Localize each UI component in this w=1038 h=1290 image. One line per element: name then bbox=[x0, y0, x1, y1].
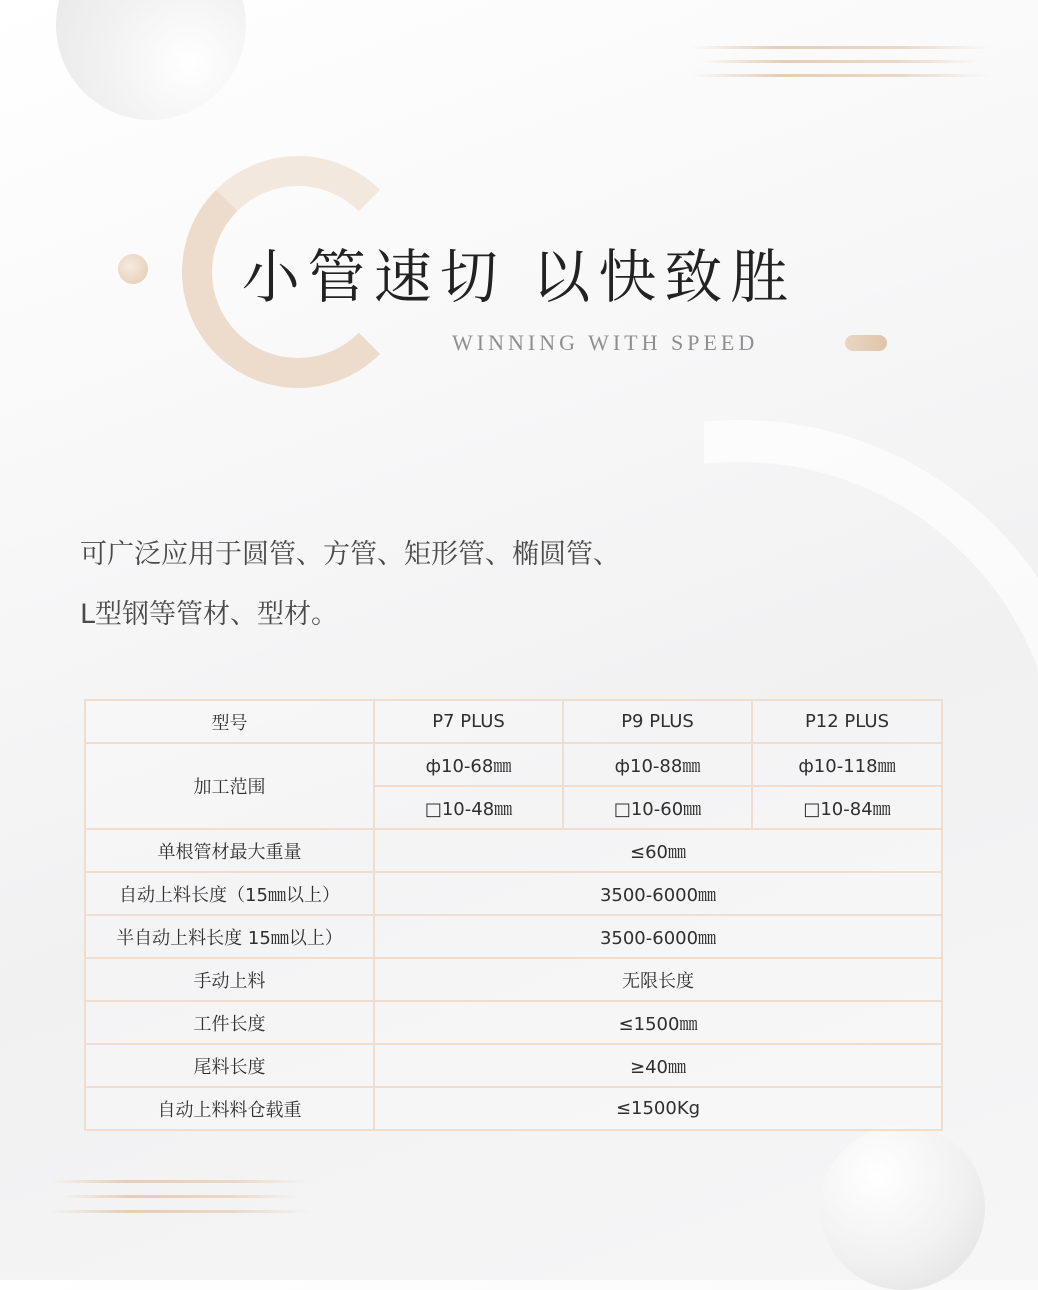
row-label: 尾料长度 bbox=[85, 1044, 374, 1087]
table-row bbox=[85, 1087, 942, 1130]
decorative-line bbox=[690, 74, 990, 77]
row-label: 半自动上料长度 15㎜以上） bbox=[85, 915, 374, 958]
decorative-line bbox=[700, 60, 980, 63]
description-line: 可广泛应用于圆管、方管、矩形管、椭圆管、 bbox=[80, 539, 620, 570]
table-row bbox=[85, 829, 942, 872]
description bbox=[80, 525, 960, 645]
table-cell: □10-84㎜ bbox=[752, 786, 942, 829]
decorative-line bbox=[690, 46, 990, 49]
decorative-orb-bottom-right bbox=[820, 1125, 985, 1290]
decorative-line bbox=[50, 1210, 310, 1213]
table-cell: □10-48㎜ bbox=[374, 786, 563, 829]
table-cell: ф10-68㎜ bbox=[374, 743, 563, 786]
table-cell: □10-60㎜ bbox=[563, 786, 752, 829]
spec-table bbox=[84, 699, 943, 1131]
row-label: 工件长度 bbox=[85, 1001, 374, 1044]
decorative-line bbox=[50, 1180, 310, 1183]
table-header-cell: 型号 bbox=[85, 700, 374, 743]
page-subtitle: WINNING WITH SPEED bbox=[452, 330, 759, 355]
table-row bbox=[85, 1001, 942, 1044]
table-header-row bbox=[85, 700, 942, 743]
table-cell: ≤1500Kg bbox=[374, 1087, 942, 1130]
row-label: 自动上料料仓载重 bbox=[85, 1087, 374, 1130]
table-row bbox=[85, 872, 942, 915]
table-row bbox=[85, 915, 942, 958]
decorative-line bbox=[60, 1195, 300, 1198]
table-header-cell: P9 PLUS bbox=[563, 700, 752, 743]
table-cell: 3500-6000㎜ bbox=[374, 915, 942, 958]
table-cell: ф10-88㎜ bbox=[563, 743, 752, 786]
row-label: 加工范围 bbox=[85, 743, 374, 829]
row-label: 手动上料 bbox=[85, 958, 374, 1001]
table-cell: ф10-118㎜ bbox=[752, 743, 942, 786]
table-cell: 无限长度 bbox=[374, 958, 942, 1001]
table-cell: ≤60㎜ bbox=[374, 829, 942, 872]
page-title: 小管速切 以快致胜 bbox=[241, 243, 797, 311]
table-row bbox=[85, 1044, 942, 1087]
row-label: 单根管材最大重量 bbox=[85, 829, 374, 872]
decorative-orb-top-left bbox=[56, 0, 246, 120]
table-row bbox=[85, 743, 942, 786]
table-row bbox=[85, 958, 942, 1001]
table-cell: ≤1500㎜ bbox=[374, 1001, 942, 1044]
table-header-cell: P12 PLUS bbox=[752, 700, 942, 743]
row-label: 自动上料长度（15㎜以上） bbox=[85, 872, 374, 915]
description-line: L型钢等管材、型材。 bbox=[80, 599, 339, 630]
table-cell: ≥40㎜ bbox=[374, 1044, 942, 1087]
table-header-cell: P7 PLUS bbox=[374, 700, 563, 743]
decorative-pill bbox=[845, 335, 887, 351]
table-cell: 3500-6000㎜ bbox=[374, 872, 942, 915]
